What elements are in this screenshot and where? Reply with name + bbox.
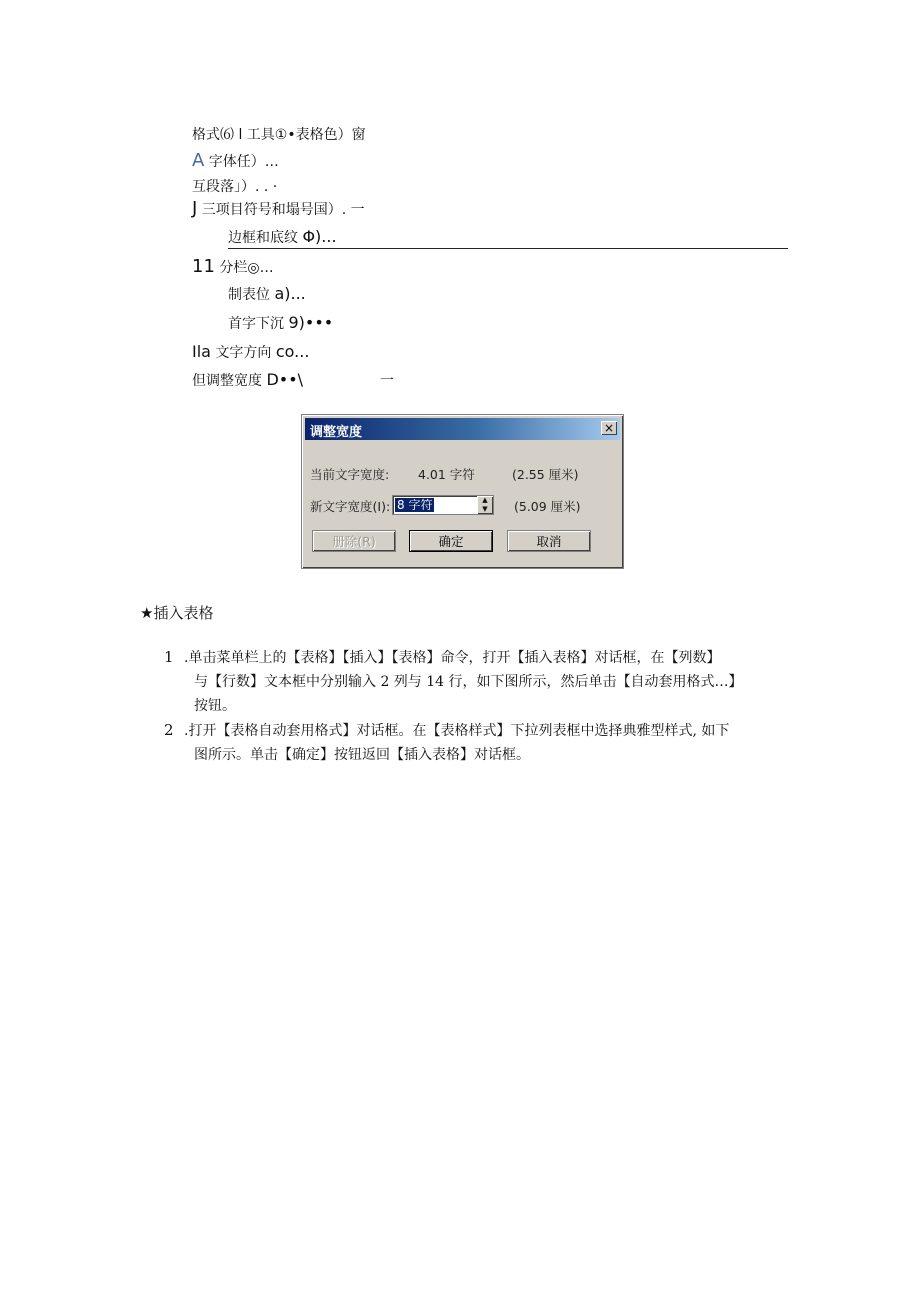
- font-icon: A: [192, 150, 205, 171]
- menu-item-tabs-shortcut: a)...: [274, 284, 306, 303]
- cancel-button[interactable]: 取消: [507, 530, 591, 552]
- section-heading: ★插入表格: [140, 604, 214, 622]
- menu-item-text-direction: [192, 342, 309, 362]
- new-width-spinner[interactable]: [477, 496, 493, 514]
- item-2-line-1: .打开【表格自动套用格式】对话框。在【表格样式】下拉列表框中选择典雅型样式, 如下: [184, 723, 730, 739]
- menu-item-columns-label: 分栏◎…: [219, 260, 274, 276]
- item-number-1: 1: [164, 648, 174, 666]
- menu-item-fit-width-shortcut: D••\: [266, 370, 304, 389]
- menu-item-font: [192, 150, 279, 171]
- menu-item-bullets: [192, 198, 365, 219]
- item-2-line-2: 图所示。单击【确定】按钮返回【插入表格】对话框。: [194, 747, 530, 763]
- menu-item-borders-shortcut: Φ)...: [302, 227, 337, 246]
- current-width-cm: (2.55 厘米): [512, 467, 579, 482]
- new-width-cm: (5.09 厘米): [514, 499, 581, 514]
- menu-item-fit-width: [192, 370, 303, 390]
- fit-width-dialog: [301, 414, 624, 569]
- menu-item-paragraph: 互段落」）. . ·: [192, 179, 278, 195]
- menu-item-tabs: [228, 284, 306, 304]
- spin-down-icon[interactable]: ▼: [482, 505, 488, 513]
- menu-item-text-direction-shortcut: co...: [275, 342, 310, 361]
- menu-item-fit-width-label: 但调整宽度: [192, 373, 262, 389]
- menu-item-bullets-label: 三项目符号和塌号国）. 一: [201, 202, 365, 218]
- close-icon[interactable]: ×: [601, 421, 617, 435]
- current-width-label: 当前文字宽度:: [310, 467, 390, 482]
- new-width-label: 新文字宽度(I):: [310, 499, 391, 514]
- new-width-value: 8 字符: [397, 498, 433, 512]
- menu-item-dropcap-label: 首字下沉: [228, 316, 284, 332]
- menu-item-borders: [228, 227, 337, 247]
- item-1-line-2: 与【行数】文本框中分别输入 2 列与 14 行，如下图所示，然后单击【自动套用格式…】: [194, 674, 743, 690]
- dialog-titlebar: [305, 418, 620, 440]
- menu-separator: [228, 248, 788, 249]
- item-paragraph-1: [184, 646, 743, 718]
- menu-item-tabs-label: 制表位: [228, 287, 270, 303]
- menu-item-columns: [192, 256, 274, 277]
- menu-dash: 一: [380, 373, 394, 389]
- current-width-value: 4.01 字符: [418, 467, 475, 482]
- menu-item-dropcap: [228, 313, 333, 333]
- item-1-line-1: .单击菜单栏上的【表格】【插入】【表格】命令，打开【插入表格】对话框，在【列数】: [184, 650, 721, 666]
- menu-item-text-direction-label: 文字方向: [215, 345, 272, 361]
- dialog-title: 调整宽度: [310, 425, 363, 440]
- item-1-line-3: 按钮。: [194, 698, 236, 714]
- menu-line-format: 格式⑹ l 工具①•表格色）窗: [192, 127, 366, 143]
- item-number-2: 2: [164, 721, 174, 739]
- new-width-input[interactable]: [392, 495, 494, 515]
- item-paragraph-2: [184, 719, 729, 767]
- spin-up-icon[interactable]: ▲: [482, 496, 488, 504]
- delete-button[interactable]: 册除(R): [312, 530, 396, 552]
- ok-button[interactable]: 确定: [409, 530, 493, 552]
- bullets-icon: J: [192, 198, 198, 219]
- text-direction-icon: Ila: [192, 342, 211, 361]
- columns-icon: 11: [192, 256, 215, 277]
- menu-item-dropcap-shortcut: 9)•••: [288, 313, 334, 332]
- menu-item-font-label: 字体任）…: [208, 154, 279, 170]
- menu-item-borders-label: 边框和底纹: [228, 230, 298, 246]
